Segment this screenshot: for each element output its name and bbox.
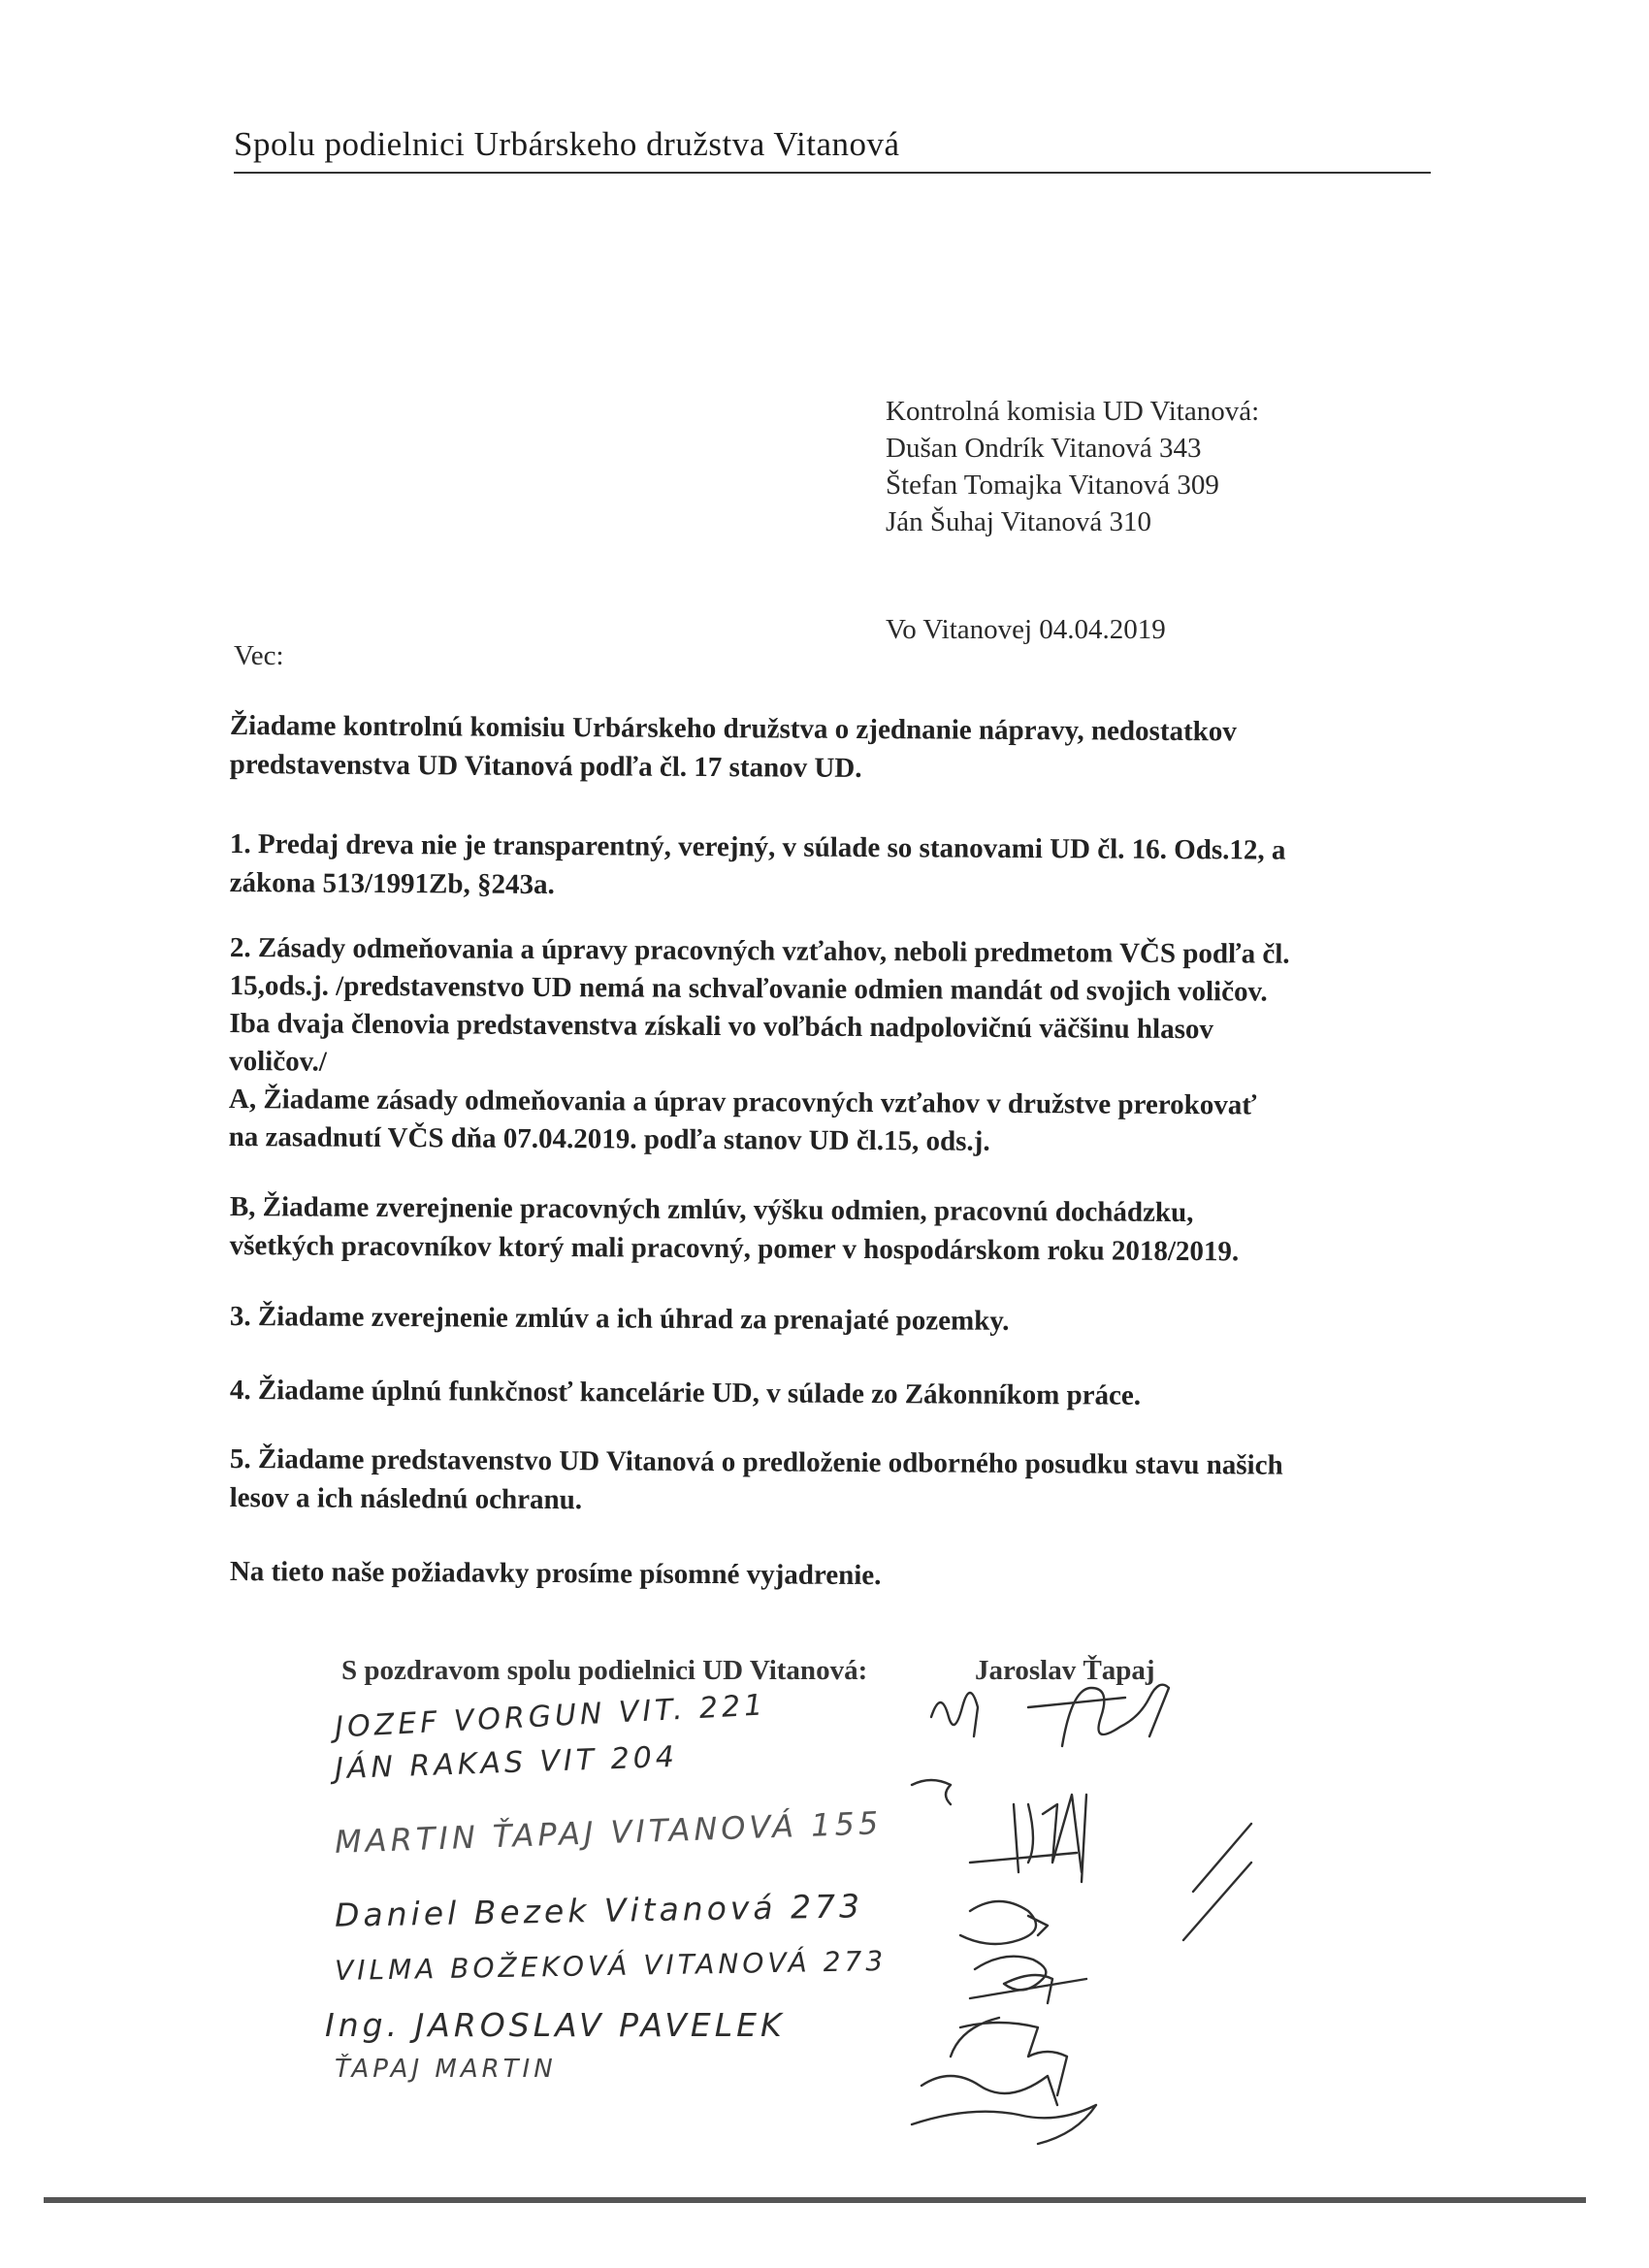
header-rule (234, 172, 1431, 174)
text-line: 15,ods.j. /predstavenstvo UD nemá na schvaľovanie odmien mandát od svojich voličov. (229, 969, 1268, 1008)
text-line: na zasadnutí VČS dňa 07.04.2019. podľa stanov UD čl.15, ods.j. (228, 1120, 990, 1157)
text-line: všetkých pracovníkov ktorý mali pracovný, pomer v hospodárskom roku 2018/2019. (229, 1229, 1240, 1268)
signer-name: Jaroslav Ťapaj (975, 1655, 1155, 1686)
text-line: zákona 513/1991Zb, §243a. (229, 866, 555, 901)
signature-stroke (931, 1693, 978, 1736)
item-b (230, 1187, 1433, 1273)
handwritten-entry: JOZEF VORGUN VIT. 221 (334, 1688, 768, 1745)
signature-stroke (912, 1780, 951, 1804)
item-5 (230, 1440, 1433, 1525)
signature-stroke (1014, 1795, 1086, 1882)
text-line: lesov a ich následnú ochranu. (229, 1481, 583, 1516)
text-line: Žiadame kontrolnú komisiu Urbárskeho družstva o zjednanie nápravy, nedostatkov (229, 709, 1237, 748)
signature-stroke (951, 2018, 1067, 2095)
handwritten-entry: VILMA BOŽEKOVÁ VITANOVÁ 273 (334, 1945, 888, 1987)
text-line: voličov./ (229, 1045, 327, 1078)
item-1 (230, 825, 1433, 910)
item-3 (230, 1297, 1433, 1344)
signature-stroke (912, 2105, 1096, 2144)
text-line: Iba dvaja členovia predstavenstva získali vo voľbách nadpolovičnú väčšinu hlasov (229, 1007, 1214, 1046)
closing-request (230, 1552, 1433, 1599)
date-line: Vo Vitanovej 04.04.2019 (886, 614, 1166, 645)
signature-stroke (1183, 1824, 1251, 1940)
item-2 (229, 929, 1433, 1164)
signature-stroke (960, 1901, 1048, 1944)
text-line: 4. Žiadame úplnú funkčnosť kancelárie UD, v súlade zo Zákonníkom práce. (229, 1374, 1142, 1411)
text-line: 5. Žiadame predstavenstvo UD Vitanová o predloženie odborného posudku stavu našich (229, 1442, 1283, 1481)
text-line: 2. Zásady odmeňovania a úpravy pracovných vzťahov, neboli predmetom VČS podľa čl. (229, 931, 1290, 970)
text-line: A, Žiadame zásady odmeňovania a úprav pracovných vzťahov v družstve prerokovať (228, 1083, 1257, 1121)
signature-stroke (970, 1853, 1077, 1863)
handwritten-entry: JÁN RAKAS VIT 204 (334, 1739, 679, 1787)
item-4 (230, 1371, 1433, 1417)
handwritten-entry: MARTIN ŤAPAJ VITANOVÁ 155 (334, 1804, 883, 1861)
recipient-line: Kontrolná komisia UD Vitanová: (886, 396, 1260, 427)
handwritten-entry: Ing. JAROSLAV PAVELEK (325, 2006, 786, 2044)
bottom-border (44, 2197, 1586, 2203)
text-line: B, Žiadame zverejnenie pracovných zmlúv, výšku odmien, pracovnú dochádzku, (229, 1190, 1194, 1229)
recipient-line: Štefan Tomajka Vitanová 309 (886, 470, 1219, 501)
text-line: Na tieto naše požiadavky prosíme písomné vyjadrenie. (229, 1555, 882, 1592)
signature-stroke (1062, 1685, 1169, 1746)
signature-stroke (922, 2076, 1057, 2105)
recipient-line: Ján Šuhaj Vitanová 310 (886, 506, 1151, 537)
header-title: Spolu podielnici Urbárskeho družstva Vitanová (234, 125, 900, 163)
intro-paragraph (230, 706, 1433, 792)
signature-stroke (970, 1979, 1086, 1998)
greeting: S pozdravom spolu podielnici UD Vitanová: (341, 1655, 868, 1686)
recipient-line: Dušan Ondrík Vitanová 343 (886, 433, 1202, 464)
text-line: 1. Predaj dreva nie je transparentný, verejný, v súlade so stanovami UD čl. 16. Ods.12, a (229, 827, 1286, 866)
signature-stroke (975, 1957, 1052, 2003)
handwritten-entry: Daniel Bezek Vitanová 273 (334, 1887, 864, 1934)
text-line: 3. Žiadame zverejnenie zmlúv a ich úhrad za prenajaté pozemky. (229, 1300, 1010, 1337)
text-line: predstavenstva UD Vitanová podľa čl. 17 stanov UD. (229, 748, 862, 784)
signature-stroke (1028, 1698, 1125, 1707)
subject-label: Vec: (234, 640, 284, 671)
handwritten-entry: ŤAPAJ MARTIN (335, 2055, 557, 2084)
